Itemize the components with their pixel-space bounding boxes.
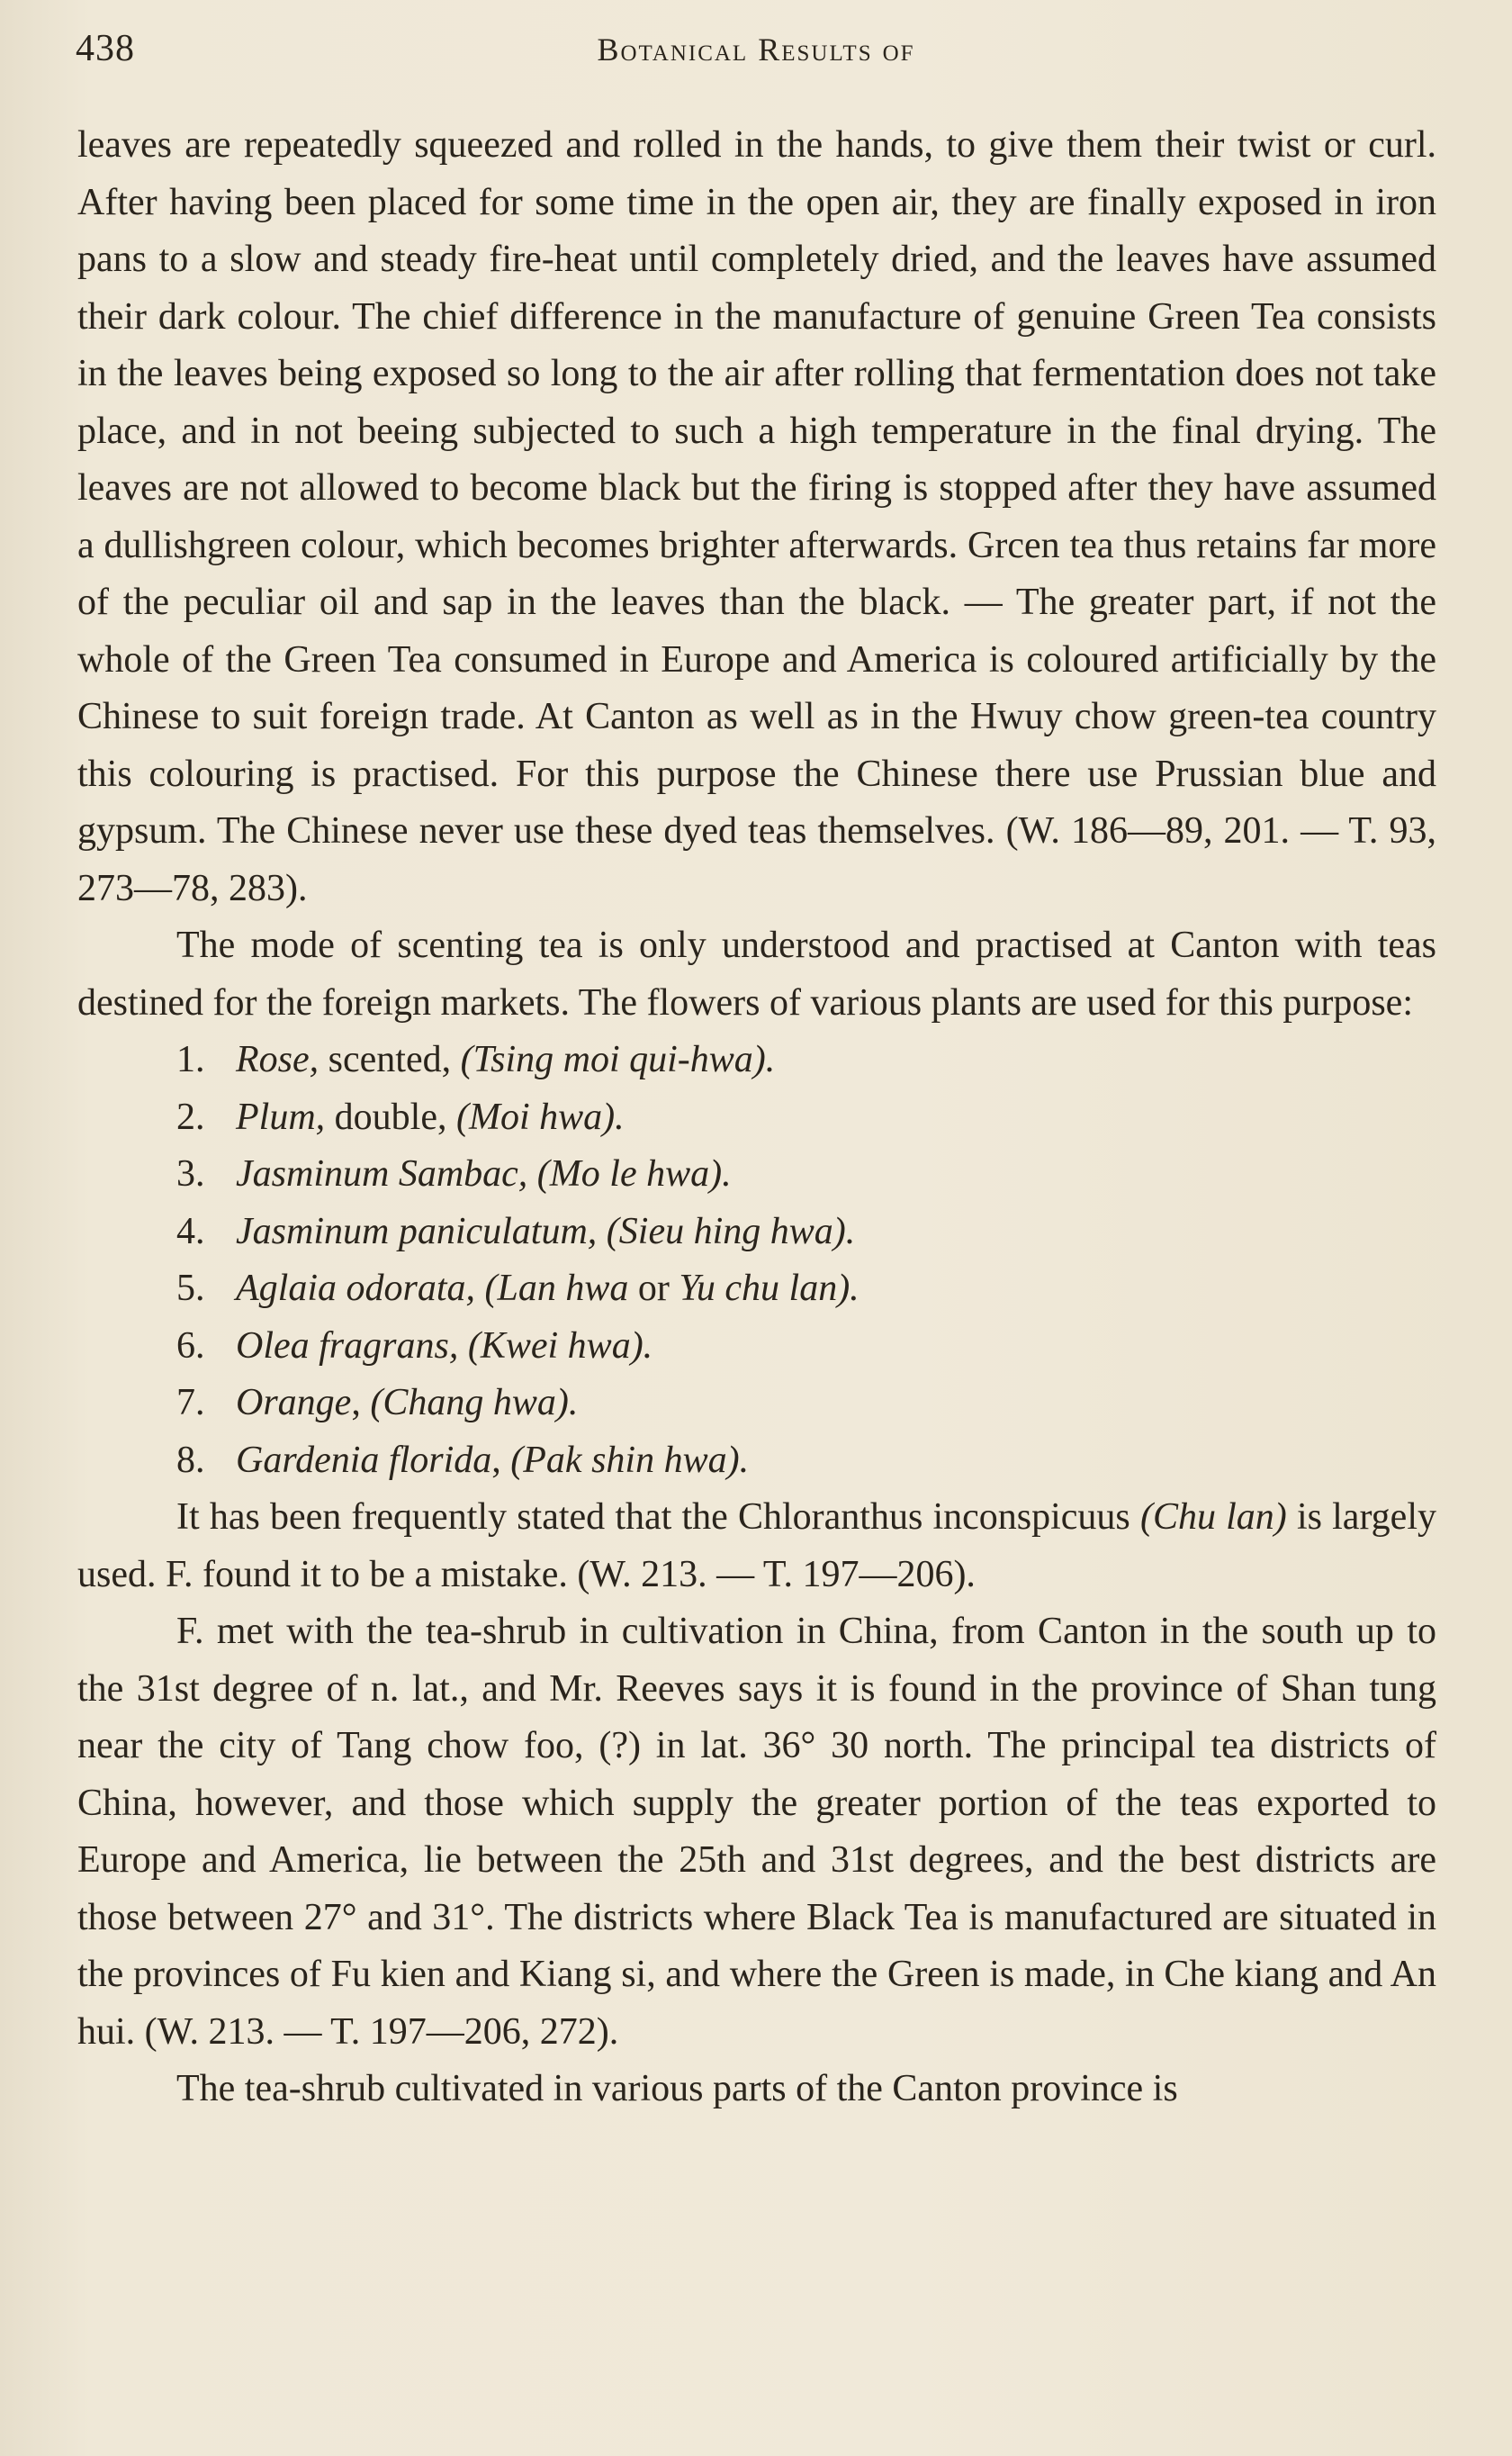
plant-name: Jasminum Sambac,: [236, 1153, 528, 1195]
plant-description: scented,: [319, 1039, 461, 1080]
plant-name: Olea fragrans,: [236, 1324, 459, 1367]
list-number: 4.: [176, 1210, 205, 1252]
native-name: (Kwei hwa).: [467, 1324, 653, 1367]
native-name: (Tsing moi qui-hwa).: [460, 1039, 776, 1080]
plant-description: [458, 1325, 468, 1367]
text-run: is largely used. F. found it to be a mistake. (W. 213. — T. 197—206).: [77, 1496, 1436, 1595]
plant-description: ,: [351, 1382, 371, 1423]
text-run: It has been frequently stated that the Chloranthus inconspicuus: [176, 1496, 1140, 1538]
plant-name: Jasminum paniculatum,: [236, 1210, 598, 1252]
list-item: [77, 1260, 1436, 1318]
native-name-alt: Yu chu lan).: [679, 1268, 860, 1309]
list-number: 7.: [176, 1382, 205, 1423]
plant-description: [597, 1211, 607, 1252]
connector-text: or: [628, 1268, 680, 1309]
paragraph-tea-districts: F. met with the tea-shrub in cultivation in China, from Canton in the south up to the 31st degree of n. lat., and Mr. Reeves says it is found in the province of Shan tung near the city of Tang chow foo, (?) in lat. 36° 30 north. The principal tea districts of China, however, and those which supply the greater portion of the teas exported to Europe and America, lie between the 25th and 31st degrees, and the best districts are those between 27° and 31°. The districts where Black Tea is manufactured are situated in the provinces of Fu kien and Kiang si, and where the Green is made, in Che kiang and An hui. (W. 213. — T. 197—206, 272).: [77, 1611, 1436, 2053]
native-name: (Sieu hing hwa).: [606, 1210, 856, 1252]
running-head: Botanical Results of: [597, 32, 915, 68]
scenting-flowers-list: [77, 1032, 1436, 1489]
list-item: [77, 1204, 1436, 1261]
paragraph-canton-shrub: The tea-shrub cultivated in various parts of the Canton province is: [176, 2068, 1178, 2109]
list-item: [77, 1318, 1436, 1376]
list-number: 1.: [176, 1039, 205, 1080]
paragraph-chloranthus: [77, 1489, 1436, 1603]
native-name: (Chang hwa).: [370, 1382, 579, 1423]
plant-name: Gardenia florida: [236, 1439, 492, 1481]
list-number: 3.: [176, 1153, 205, 1195]
native-name: (Pak shin hwa).: [510, 1439, 750, 1481]
paragraph-scenting-intro: The mode of scenting tea is only understood and practised at Canton with teas destined for the foreign markets. The flowers of various plants are used for this purpose:: [77, 925, 1436, 1024]
plant-name: Rose,: [236, 1039, 320, 1080]
list-item: [77, 1146, 1436, 1204]
plant-description: [475, 1268, 485, 1309]
body-text: [77, 117, 1436, 2118]
plant-name: Aglaia odorata,: [236, 1268, 476, 1309]
list-item: [77, 1032, 1436, 1089]
list-item: [77, 1432, 1436, 1490]
list-item: [77, 1089, 1436, 1147]
plant-name: Orange: [236, 1382, 352, 1423]
plant-name: Plum,: [236, 1096, 326, 1138]
paragraph-tea-processing: leaves are repeatedly squeezed and rolled in the hands, to give them their twist or curl. After having been placed for some time in the open air, they are finally exposed in iron pans to a slow and steady fire-heat until completely dried, and the leaves have assumed their dark colour. The chief difference in the manufacture of genuine Green Tea consists in the leaves being exposed so long to the air after rolling that fermentation does not take place, and in not beeing subjected to such a high temperature in the final drying. The leaves are not allowed to become black but the firing is stopped after they have assumed a dullishgreen colour, which becomes brighter afterwards. Grcen tea thus retains far more of the peculiar oil and sap in the leaves than the black. — The greater part, if not the whole of the Green Tea consumed in Europe and America is coloured artificially by the Chinese to suit foreign trade. At Canton as well as in the Hwuy chow green-tea country this colouring is practised. For this purpose the Chinese there use Prussian blue and gypsum. The Chinese never use these dyed teas themselves. (W. 186—89, 201. — T. 93, 273—78, 283).: [77, 124, 1436, 909]
native-name: (Mo le hwa).: [536, 1153, 732, 1195]
native-name: (Lan hwa: [484, 1268, 629, 1309]
list-number: 8.: [176, 1439, 205, 1481]
list-number: 5.: [176, 1268, 205, 1309]
list-number: 6.: [176, 1324, 205, 1367]
page-header: [76, 27, 1436, 81]
plant-description: ,: [491, 1439, 511, 1481]
page-number: 438: [76, 28, 135, 69]
native-name: (Moi hwa).: [455, 1096, 625, 1138]
list-number: 2.: [176, 1096, 205, 1138]
native-name: (Chu lan): [1139, 1496, 1287, 1538]
plant-description: double,: [325, 1096, 456, 1138]
plant-description: [527, 1153, 537, 1195]
list-item: [77, 1375, 1436, 1432]
